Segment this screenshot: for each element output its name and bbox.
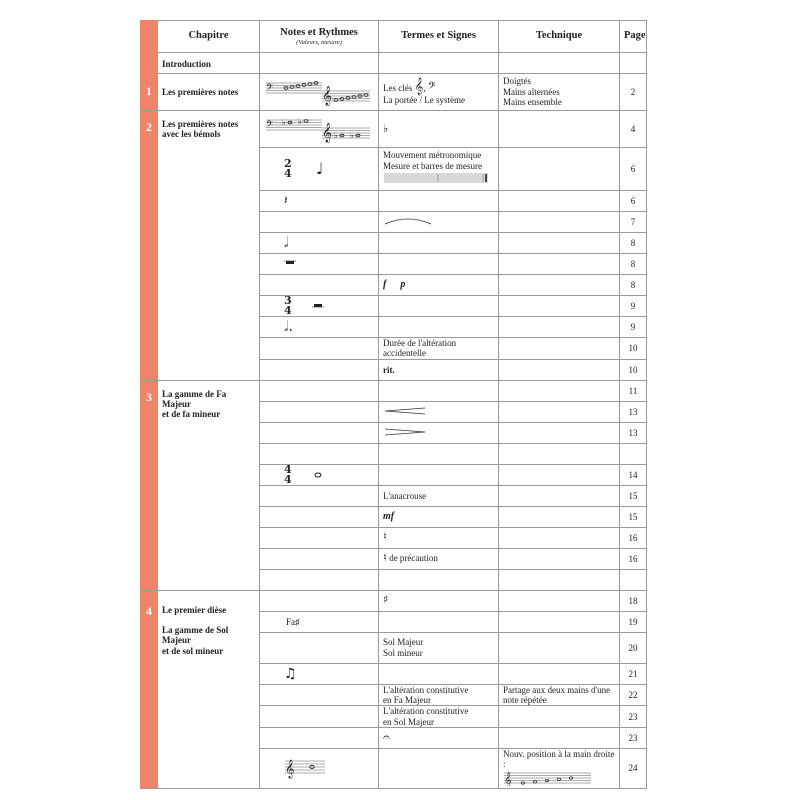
page-number: 20 — [620, 632, 647, 663]
barlines-staff-icon — [383, 171, 489, 185]
technique-cell — [499, 684, 620, 706]
lesson-table-page — [140, 20, 646, 786]
notes-cell — [260, 317, 379, 338]
terms-cell: Les clés 𝄞, 𝄢 La portée / Le système — [379, 74, 499, 111]
page-number: 23 — [620, 706, 647, 728]
technique-item: Mains ensemble — [503, 97, 562, 108]
right-hand-position-staff — [503, 770, 593, 786]
ritardando-text: rit. — [379, 359, 499, 380]
natural-icon: ♮ — [383, 551, 387, 565]
table-row — [141, 380, 647, 401]
terms-cell — [379, 212, 499, 233]
table-row — [141, 590, 647, 611]
sharp-icon: ♯ — [383, 593, 389, 607]
chapter-number: 2 — [141, 111, 158, 381]
terms-cell — [379, 422, 499, 443]
page-number: 16 — [620, 527, 647, 548]
page-number: 23 — [620, 728, 647, 749]
terms-cell — [379, 506, 499, 527]
crescendo-icon — [383, 407, 427, 415]
terms-cell — [379, 111, 499, 148]
page-number: 9 — [620, 296, 647, 317]
notes-cell — [260, 296, 379, 317]
page-number: 6 — [620, 148, 647, 191]
terms-cell — [379, 590, 499, 611]
svg-text:♭: ♭ — [334, 131, 338, 140]
svg-text:𝄞: 𝄞 — [322, 86, 333, 105]
technique-item: Partage aux deux mains d'une — [503, 684, 611, 695]
forte-mark: f — [383, 279, 387, 291]
terms-cell — [379, 401, 499, 422]
precaution-text: de précaution — [389, 553, 438, 564]
page-number: 15 — [620, 506, 647, 527]
notes-cell — [260, 663, 379, 684]
chapter-title: Les premières notes — [158, 74, 260, 111]
terms-text: en Sol Majeur — [383, 716, 434, 727]
page-number: 10 — [620, 338, 647, 360]
bass-treble-notes-staff — [264, 78, 372, 106]
natural-icon: ♮ — [383, 530, 387, 544]
page-header: Page — [620, 21, 647, 53]
notes-header-label: Notes et Rythmes — [280, 26, 358, 38]
contents-table — [140, 20, 647, 789]
terms-text: Durée de l'altération — [383, 338, 457, 348]
notes-header-sub: (Valeurs, mesure) — [296, 38, 342, 46]
terms-text: Sol mineur — [383, 647, 423, 658]
chapter-title: La gamme de Fa Majeur et de fa mineur — [158, 380, 260, 590]
terms-cell — [379, 684, 499, 706]
slur-icon — [383, 216, 433, 226]
decrescendo-icon — [383, 428, 427, 436]
header-row — [141, 21, 647, 53]
number-column-header — [141, 21, 158, 53]
svg-text:♭: ♭ — [350, 131, 354, 140]
terms-text: L'altération constitutive — [383, 706, 469, 717]
technique-cell — [499, 74, 620, 111]
page-number: 8 — [620, 233, 647, 254]
fermata-icon: 𝄐 — [383, 730, 390, 745]
terms-text: en Fa Majeur — [383, 695, 431, 706]
page-number: 8 — [620, 254, 647, 275]
page-number: 22 — [620, 684, 647, 706]
staff-text: La portée / Le système — [383, 95, 465, 106]
technique-cell — [499, 749, 620, 789]
chapter-number: 3 — [141, 380, 158, 590]
page-number: 2 — [620, 74, 647, 111]
intro-title: Introduction — [158, 53, 260, 74]
terms-cell — [379, 275, 499, 296]
terms-text: Sol Majeur — [383, 637, 424, 648]
whole-note-icon — [314, 472, 322, 478]
terms-cell — [379, 706, 499, 728]
dotted-half-note-icon: 𝅗𝅥. — [284, 318, 293, 335]
svg-text:𝄢: 𝄢 — [266, 83, 274, 95]
notes-cell — [260, 191, 379, 212]
page-number: 19 — [620, 611, 647, 632]
terms-text: accidentelle — [383, 348, 426, 359]
notes-cell — [260, 111, 379, 148]
half-note-icon: 𝅗𝅥 — [284, 234, 289, 251]
chapter-header: Chapitre — [158, 21, 260, 53]
flat-notes-staff — [264, 115, 372, 143]
terms-cell — [379, 527, 499, 548]
svg-text:♭: ♭ — [282, 118, 286, 127]
technique-item: note répétée — [503, 695, 547, 706]
flat-icon: ♭ — [383, 121, 389, 135]
new-position-text: Nouv. position à la main droite : — [503, 749, 615, 770]
anacrusis-text: L'anacrouse — [379, 485, 499, 506]
half-rest-icon — [284, 259, 296, 267]
terms-cell — [379, 728, 499, 749]
piano-mark: p — [400, 279, 406, 291]
chapter-title: Les premières notes avec les bémols — [158, 111, 260, 381]
quarter-note-icon: ♩ — [315, 158, 324, 178]
notes-cell — [260, 233, 379, 254]
terms-header: Termes et Signes — [379, 21, 499, 53]
terms-cell — [379, 338, 499, 360]
page-number: 9 — [620, 317, 647, 338]
page-number: 4 — [620, 111, 647, 148]
terms-text: Mesure et barres de mesure — [383, 160, 482, 171]
half-rest-icon — [312, 302, 324, 310]
terms-text: Mouvement métronomique — [383, 150, 482, 161]
chapter-title: Le premier dièse La gamme de Sol Majeur et de sol mineur — [158, 590, 260, 788]
bass-clef-icon: 𝄢 — [427, 80, 436, 95]
table-row — [141, 74, 647, 111]
mezzo-forte-mark: mf — [383, 510, 395, 522]
page-number: 15 — [620, 485, 647, 506]
notes-cell — [260, 464, 379, 485]
table-row — [141, 111, 647, 148]
terms-cell — [379, 632, 499, 663]
svg-text:𝄞: 𝄞 — [285, 761, 295, 779]
chapter-number: 1 — [141, 74, 158, 111]
technique-item: Mains alternées — [503, 86, 560, 97]
terms-cell — [379, 148, 499, 191]
notes-cell — [260, 74, 379, 111]
page-number: 13 — [620, 401, 647, 422]
treble-staff-icon — [284, 755, 326, 779]
svg-text:𝄞: 𝄞 — [504, 771, 512, 786]
page-number: 21 — [620, 663, 647, 684]
time-signature: 2 4 — [284, 157, 292, 180]
technique-item: Doigtés — [503, 76, 531, 87]
chapter-number: 4 — [141, 590, 158, 788]
terms-cell — [379, 548, 499, 569]
page-number: 14 — [620, 464, 647, 485]
svg-text:𝄢: 𝄢 — [266, 120, 274, 132]
page-number: 13 — [620, 422, 647, 443]
treble-clef-icon: 𝄞 — [414, 77, 424, 96]
page-number — [620, 443, 647, 464]
svg-text:𝄞: 𝄞 — [322, 123, 333, 142]
fa-sharp-text: Fa♯ — [260, 611, 379, 632]
notes-cell — [260, 148, 379, 191]
time-signature: 4 4 — [284, 462, 292, 486]
page-number: 18 — [620, 590, 647, 611]
technique-header: Technique — [499, 21, 620, 53]
notes-cell — [260, 749, 379, 789]
page-number: 24 — [620, 749, 647, 789]
page-number — [620, 569, 647, 590]
time-signature: 3 4 — [284, 294, 292, 317]
clefs-text: Les clés — [383, 83, 413, 94]
page-number: 6 — [620, 191, 647, 212]
table-row — [141, 53, 647, 74]
quarter-rest-icon: 𝄽 — [284, 193, 288, 208]
svg-text:♭: ♭ — [298, 117, 302, 126]
page-number: 11 — [620, 380, 647, 401]
terms-text: L'altération constitutive — [383, 684, 469, 695]
number-cell — [141, 53, 158, 74]
page-number: 10 — [620, 359, 647, 380]
eighth-notes-icon: ♫ — [284, 665, 297, 682]
notes-header — [260, 21, 379, 53]
page-number: 8 — [620, 275, 647, 296]
notes-cell — [260, 254, 379, 275]
page-number: 7 — [620, 212, 647, 233]
page-number: 16 — [620, 548, 647, 569]
